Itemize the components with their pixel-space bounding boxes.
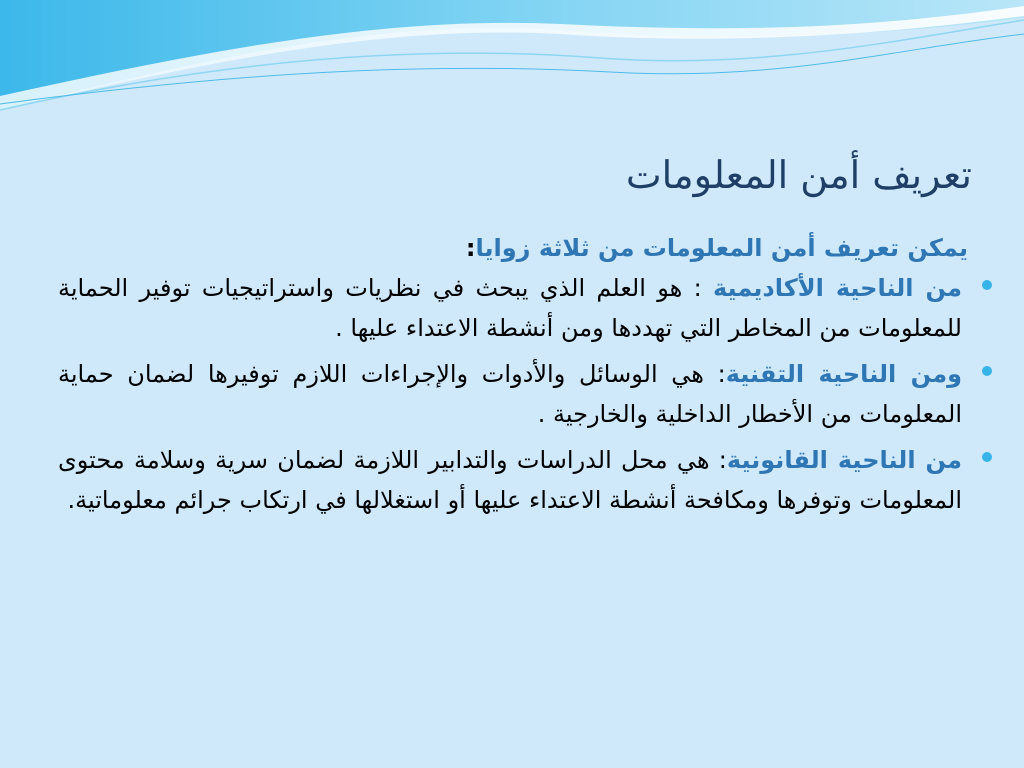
item-term: من الناحية القانونية xyxy=(726,446,963,474)
list-item xyxy=(58,354,968,434)
bullet-icon xyxy=(982,280,992,290)
item-term: من الناحية الأكاديمية xyxy=(712,274,963,302)
header-wave-decoration xyxy=(0,0,1024,130)
intro-lead: يمكن تعريف أمن المعلومات من ثلاثة زوايا xyxy=(475,234,968,262)
item-term: ومن الناحية التقنية xyxy=(725,360,962,388)
item-text: هو العلم الذي يبحث في نظريات واستراتيجيات توفير الحماية للمعلومات من المخاطر التي تهددها ومن أنشطة الاعتداء عليها . xyxy=(58,274,962,342)
slide-content xyxy=(58,228,968,526)
bullet-icon xyxy=(982,366,992,376)
intro-line xyxy=(58,228,968,268)
list-item xyxy=(58,440,968,520)
slide-title: تعريف أمن المعلومات xyxy=(625,153,972,197)
intro-colon: : xyxy=(465,234,476,262)
list-item xyxy=(58,268,968,348)
item-separator: : xyxy=(703,360,726,388)
item-separator: : xyxy=(682,274,713,302)
bullet-icon xyxy=(982,452,992,462)
item-text: هي الوسائل والأدوات والإجراءات اللازم توفيرها لضمان حماية المعلومات من الأخطار الداخلية والخارجية . xyxy=(58,360,962,428)
item-text: هي محل الدراسات والتدابير اللازمة لضمان سرية وسلامة محتوى المعلومات وتوفرها ومكافحة أنشطة الاعتداء عليها أو استغلالها في ارتكاب جرائم معلوماتية. xyxy=(58,446,962,514)
item-separator: : xyxy=(709,446,727,474)
definition-list xyxy=(58,268,968,520)
